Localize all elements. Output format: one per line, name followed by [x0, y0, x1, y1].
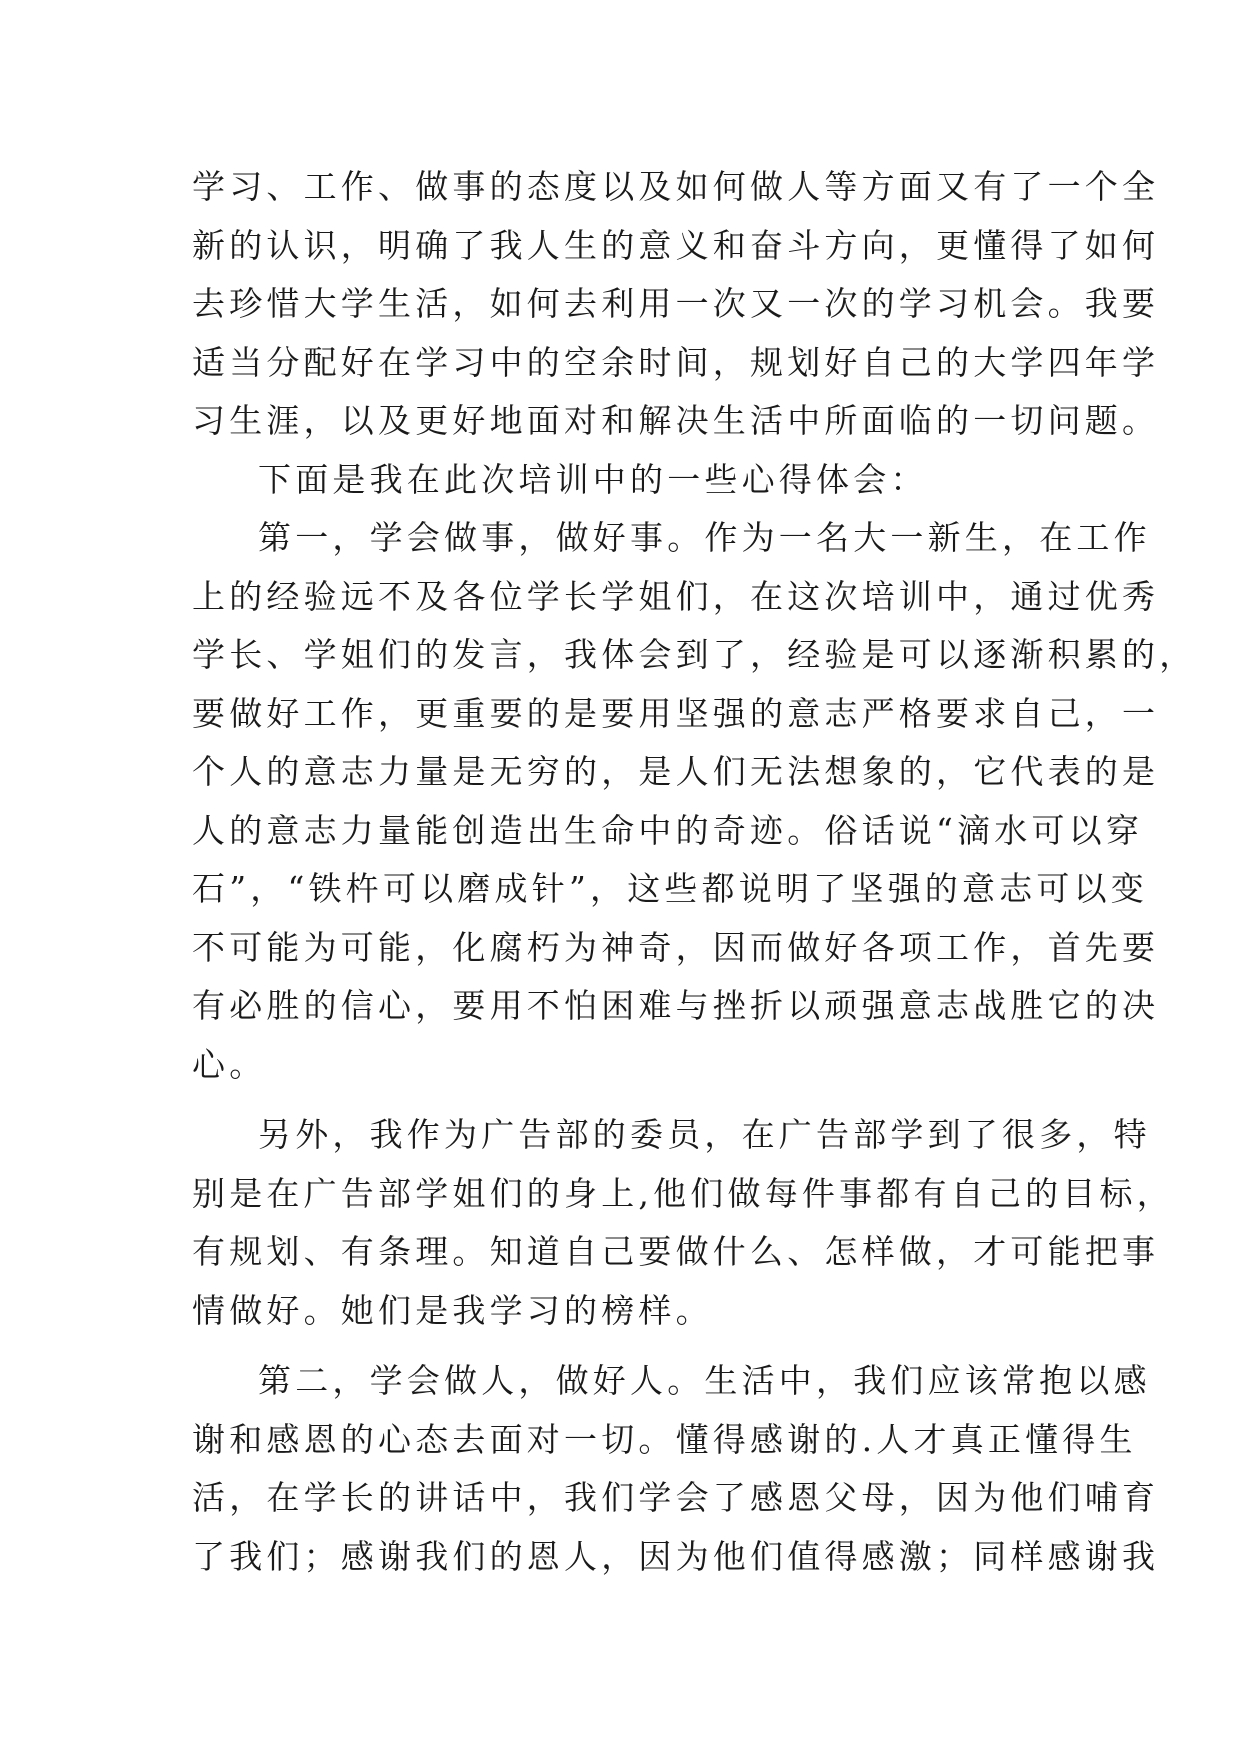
- text-line: 心。: [192, 1044, 267, 1084]
- text-line: 习生涯，以及更好地面对和解决生活中所面临的一切问题。: [192, 401, 1160, 440]
- body-text: [192, 158, 1197, 1586]
- paragraph-first-line: 下面是我在此次培训中的一些心得体会：: [258, 459, 928, 499]
- text-line: 有必胜的信心，要用不怕困难与挫折以顽强意志战胜它的决: [192, 986, 1160, 1025]
- text-line: 活，在学长的讲话中，我们学会了感恩父母，因为他们哺育: [192, 1478, 1160, 1517]
- paragraph-first-line: 第一，学会做事，做好事。作为一名大一新生，在工作: [258, 518, 1151, 557]
- text-line: 人的意志力量能创造出生命中的奇迹。俗话说“滴水可以穿: [192, 810, 1144, 850]
- paragraph-gap: [192, 1094, 1054, 1106]
- text-line: 学长、学姐们的发言，我体会到了，经验是可以逐渐积累的，: [192, 635, 1197, 674]
- text-line: 谢和感恩的心态去面对一切。懂得感谢的.人才真正懂得生: [192, 1419, 1137, 1459]
- text-line: 有规划、有条理。知道自己要做什么、怎样做，才可能把事: [192, 1232, 1160, 1271]
- text-line: 去珍惜大学生活，如何去利用一次又一次的学习机会。我要: [192, 284, 1160, 323]
- text-line: 适当分配好在学习中的空余时间，规划好自己的大学四年学: [192, 342, 1160, 382]
- text-line: 石”，“铁杵可以磨成针”，这些都说明了坚强的意志可以变: [192, 869, 1149, 908]
- text-line: 新的认识，明确了我人生的意义和奋斗方向，更懂得了如何: [192, 225, 1160, 265]
- paragraph-gap: [192, 1340, 1054, 1352]
- paragraph-first-line: 第二，学会做人，做好人。生活中，我们应该常抱以感: [258, 1361, 1151, 1400]
- text-line: 要做好工作，更重要的是要用坚强的意志严格要求自己，一: [192, 693, 1160, 733]
- text-line: 情做好。她们是我学习的榜样。: [192, 1290, 713, 1330]
- text-line: 上的经验远不及各位学长学姐们，在这次培训中，通过优秀: [192, 576, 1160, 616]
- paragraph-first-line: 另外，我作为广告部的委员，在广告部学到了很多，特: [258, 1115, 1151, 1154]
- text-line: 了我们；感谢我们的恩人，因为他们值得感激；同样感谢我: [192, 1536, 1160, 1576]
- text-line: 别是在广告部学姐们的身上,他们做每件事都有自己的目标，: [192, 1173, 1174, 1213]
- text-line: 学习、工作、做事的态度以及如何做人等方面又有了一个全: [192, 167, 1160, 206]
- text-line: 个人的意志力量是无穷的，是人们无法想象的，它代表的是: [192, 752, 1160, 791]
- text-line: 不可能为可能，化腐朽为神奇，因而做好各项工作，首先要: [192, 927, 1160, 967]
